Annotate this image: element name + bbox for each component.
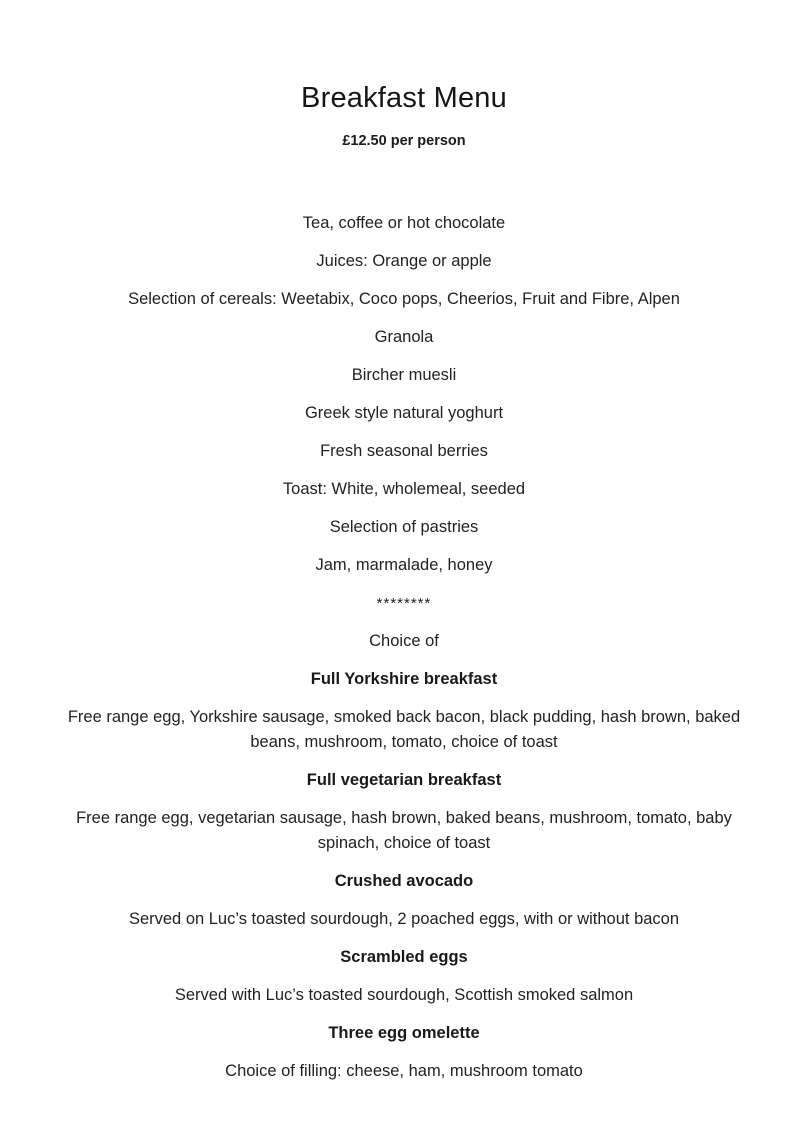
page-title: Breakfast Menu [301,82,507,114]
asterisk-divider: ******** [376,595,432,612]
choice-description-full-yorkshire: Free range egg, Yorkshire sausage, smoked back bacon, black pudding, hash brown, baked beans, mushroom, tomato, choice of toast [67,708,741,751]
page-subtitle: £12.50 per person [342,133,466,149]
menu-item-pastries: Selection of pastries [329,518,479,536]
menu-item-drinks: Tea, coffee or hot chocolate [302,214,506,232]
choice-description-crushed-avocado: Served on Luc’s toasted sourdough, 2 poached eggs, with or without bacon [128,910,680,928]
menu-item-toast: Toast: White, wholemeal, seeded [282,480,526,498]
menu-item-cereals: Selection of cereals: Weetabix, Coco pops, Cheerios, Fruit and Fibre, Alpen [128,290,680,308]
menu-item-yoghurt: Greek style natural yoghurt [304,404,504,422]
choice-description-scrambled-eggs: Served with Luc’s toasted sourdough, Scottish smoked salmon [174,986,634,1004]
choice-name-full-yorkshire: Full Yorkshire breakfast [310,670,498,688]
choice-description-full-vegetarian: Free range egg, vegetarian sausage, hash brown, baked beans, mushroom, tomato, baby spinach, choice of toast [76,809,732,852]
menu-item-juices: Juices: Orange or apple [316,252,492,270]
menu-item-bircher-muesli: Bircher muesli [351,366,457,384]
menu-item-berries: Fresh seasonal berries [320,442,488,460]
menu-item-granola: Granola [374,328,434,346]
choice-name-full-vegetarian: Full vegetarian breakfast [306,771,502,789]
choice-name-three-egg-omelette: Three egg omelette [328,1024,480,1042]
menu-content [54,0,754,1084]
choice-description-three-egg-omelette: Choice of filling: cheese, ham, mushroom tomato [225,1062,583,1080]
menu-item-jam: Jam, marmalade, honey [315,556,493,574]
choice-name-scrambled-eggs: Scrambled eggs [340,948,468,966]
choice-of-label: Choice of [369,632,439,650]
choice-name-crushed-avocado: Crushed avocado [334,872,474,890]
